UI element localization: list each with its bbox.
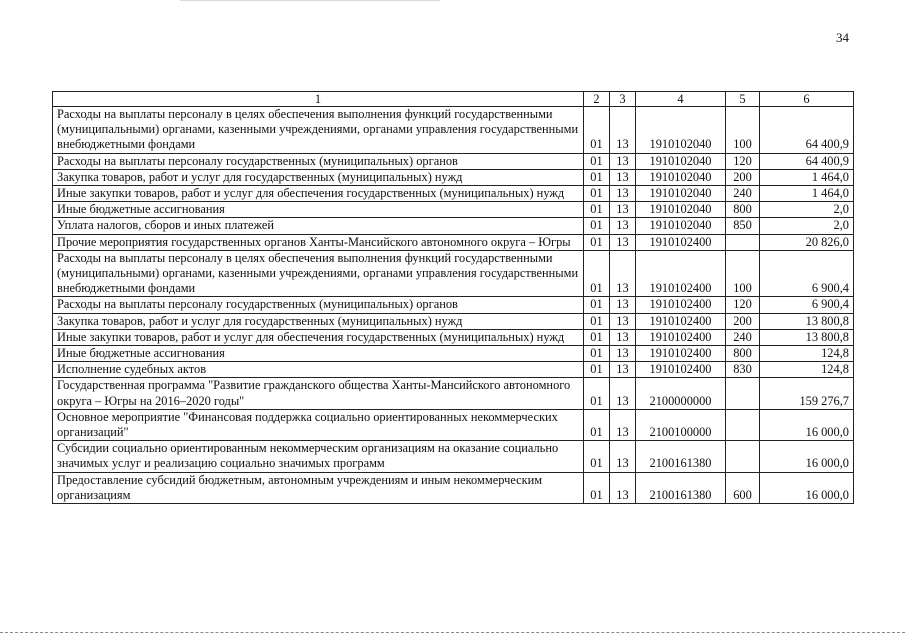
- cell-subsection: 13: [610, 441, 636, 472]
- cell-target-article: 1910102040: [636, 202, 726, 218]
- cell-amount: 1 464,0: [760, 186, 854, 202]
- cell-expense-type: 800: [726, 346, 760, 362]
- cell-expense-type: 200: [726, 313, 760, 329]
- cell-amount: 20 826,0: [760, 234, 854, 250]
- cell-name: Расходы на выплаты персоналу государственных (муниципальных) органов: [53, 297, 584, 313]
- cell-expense-type: 600: [726, 472, 760, 503]
- cell-amount: 159 276,7: [760, 378, 854, 409]
- header-col-2: 2: [584, 92, 610, 107]
- scan-bottom-edge: [0, 632, 905, 633]
- cell-subsection: 13: [610, 218, 636, 234]
- cell-section: 01: [584, 362, 610, 378]
- cell-expense-type: 830: [726, 362, 760, 378]
- cell-name: Иные закупки товаров, работ и услуг для обеспечения государственных (муниципальных) нужд: [53, 186, 584, 202]
- cell-amount: 13 800,8: [760, 313, 854, 329]
- cell-section: 01: [584, 329, 610, 345]
- cell-target-article: 1910102400: [636, 297, 726, 313]
- cell-name: Иные закупки товаров, работ и услуг для обеспечения государственных (муниципальных) нужд: [53, 329, 584, 345]
- cell-expense-type: 800: [726, 202, 760, 218]
- table-row: [53, 202, 854, 218]
- scan-edge-line: [180, 0, 440, 1]
- header-col-5: 5: [726, 92, 760, 107]
- cell-amount: 124,8: [760, 346, 854, 362]
- table-row: [53, 107, 854, 154]
- cell-subsection: 13: [610, 362, 636, 378]
- cell-subsection: 13: [610, 313, 636, 329]
- cell-name: Исполнение судебных актов: [53, 362, 584, 378]
- header-col-6: 6: [760, 92, 854, 107]
- cell-expense-type: 120: [726, 297, 760, 313]
- table-row: [53, 169, 854, 185]
- cell-section: 01: [584, 441, 610, 472]
- cell-subsection: 13: [610, 346, 636, 362]
- cell-section: 01: [584, 472, 610, 503]
- cell-expense-type: [726, 441, 760, 472]
- cell-subsection: 13: [610, 153, 636, 169]
- cell-amount: 16 000,0: [760, 441, 854, 472]
- table-row: [53, 186, 854, 202]
- cell-subsection: 13: [610, 409, 636, 440]
- cell-subsection: 13: [610, 169, 636, 185]
- cell-target-article: 2100161380: [636, 441, 726, 472]
- cell-target-article: 1910102400: [636, 313, 726, 329]
- cell-name: Уплата налогов, сборов и иных платежей: [53, 218, 584, 234]
- table-row: [53, 218, 854, 234]
- cell-amount: 124,8: [760, 362, 854, 378]
- cell-amount: 16 000,0: [760, 409, 854, 440]
- cell-target-article: 1910102400: [636, 250, 726, 297]
- cell-name: Основное мероприятие "Финансовая поддержка социально ориентированных некоммерческих организаций": [53, 409, 584, 440]
- cell-amount: 16 000,0: [760, 472, 854, 503]
- cell-name: Иные бюджетные ассигнования: [53, 202, 584, 218]
- cell-expense-type: [726, 378, 760, 409]
- cell-expense-type: 100: [726, 107, 760, 154]
- cell-section: 01: [584, 346, 610, 362]
- page-number: 34: [836, 30, 849, 45]
- budget-table: [52, 91, 854, 504]
- cell-target-article: 1910102040: [636, 153, 726, 169]
- cell-name: Закупка товаров, работ и услуг для государственных (муниципальных) нужд: [53, 169, 584, 185]
- cell-subsection: 13: [610, 250, 636, 297]
- cell-amount: 6 900,4: [760, 250, 854, 297]
- cell-amount: 2,0: [760, 202, 854, 218]
- table-row: [53, 362, 854, 378]
- table-row: [53, 234, 854, 250]
- cell-subsection: 13: [610, 186, 636, 202]
- cell-target-article: 2100100000: [636, 409, 726, 440]
- cell-amount: 1 464,0: [760, 169, 854, 185]
- cell-subsection: 13: [610, 378, 636, 409]
- cell-amount: 6 900,4: [760, 297, 854, 313]
- header-col-3: 3: [610, 92, 636, 107]
- cell-amount: 64 400,9: [760, 107, 854, 154]
- cell-section: 01: [584, 234, 610, 250]
- table-row: [53, 409, 854, 440]
- cell-name: Расходы на выплаты персоналу в целях обеспечения выполнения функций государственными (муниципальными) органами, казенными учреждениями, органами управления государственными внебюджетными фондами: [53, 107, 584, 154]
- cell-target-article: 2100161380: [636, 472, 726, 503]
- cell-subsection: 13: [610, 202, 636, 218]
- cell-target-article: 1910102400: [636, 362, 726, 378]
- cell-name: Иные бюджетные ассигнования: [53, 346, 584, 362]
- cell-section: 01: [584, 169, 610, 185]
- cell-expense-type: 100: [726, 250, 760, 297]
- table-body: [53, 92, 854, 504]
- cell-target-article: 1910102040: [636, 186, 726, 202]
- cell-expense-type: 240: [726, 329, 760, 345]
- cell-section: 01: [584, 250, 610, 297]
- cell-subsection: 13: [610, 297, 636, 313]
- cell-expense-type: [726, 234, 760, 250]
- cell-amount: 13 800,8: [760, 329, 854, 345]
- table-row: [53, 250, 854, 297]
- cell-subsection: 13: [610, 234, 636, 250]
- cell-section: 01: [584, 378, 610, 409]
- cell-target-article: 1910102040: [636, 169, 726, 185]
- header-col-4: 4: [636, 92, 726, 107]
- cell-name: Расходы на выплаты персоналу государственных (муниципальных) органов: [53, 153, 584, 169]
- cell-target-article: 1910102400: [636, 234, 726, 250]
- cell-expense-type: 850: [726, 218, 760, 234]
- cell-expense-type: [726, 409, 760, 440]
- cell-name: Прочие мероприятия государственных органов Ханты-Мансийского автономного округа – Югры: [53, 234, 584, 250]
- header-col-1: 1: [53, 92, 584, 107]
- cell-section: 01: [584, 297, 610, 313]
- cell-name: Расходы на выплаты персоналу в целях обеспечения выполнения функций государственными (муниципальными) органами, казенными учреждениями, органами управления государственными внебюджетными фондами: [53, 250, 584, 297]
- cell-name: Закупка товаров, работ и услуг для государственных (муниципальных) нужд: [53, 313, 584, 329]
- table-row: [53, 297, 854, 313]
- table-row: [53, 313, 854, 329]
- cell-expense-type: 200: [726, 169, 760, 185]
- table-row: [53, 441, 854, 472]
- cell-section: 01: [584, 202, 610, 218]
- cell-section: 01: [584, 218, 610, 234]
- table-row: [53, 346, 854, 362]
- table-row: [53, 153, 854, 169]
- table-header-row: [53, 92, 854, 107]
- cell-target-article: 1910102400: [636, 346, 726, 362]
- cell-expense-type: 240: [726, 186, 760, 202]
- cell-subsection: 13: [610, 107, 636, 154]
- cell-section: 01: [584, 409, 610, 440]
- table-row: [53, 329, 854, 345]
- cell-target-article: 1910102040: [636, 218, 726, 234]
- cell-subsection: 13: [610, 329, 636, 345]
- cell-name: Предоставление субсидий бюджетным, автономным учреждениям и иным некоммерческим организациям: [53, 472, 584, 503]
- table-row: [53, 378, 854, 409]
- cell-name: Государственная программа "Развитие гражданского общества Ханты-Мансийского автономного округа – Югры на 2016–2020 годы": [53, 378, 584, 409]
- table-row: [53, 472, 854, 503]
- cell-target-article: 1910102040: [636, 107, 726, 154]
- cell-target-article: 2100000000: [636, 378, 726, 409]
- cell-section: 01: [584, 186, 610, 202]
- cell-target-article: 1910102400: [636, 329, 726, 345]
- cell-section: 01: [584, 107, 610, 154]
- cell-section: 01: [584, 313, 610, 329]
- cell-amount: 2,0: [760, 218, 854, 234]
- cell-expense-type: 120: [726, 153, 760, 169]
- cell-subsection: 13: [610, 472, 636, 503]
- cell-amount: 64 400,9: [760, 153, 854, 169]
- cell-name: Субсидии социально ориентированным некоммерческим организациям на оказание социально значимых услуг и реализацию социально значимых программ: [53, 441, 584, 472]
- cell-section: 01: [584, 153, 610, 169]
